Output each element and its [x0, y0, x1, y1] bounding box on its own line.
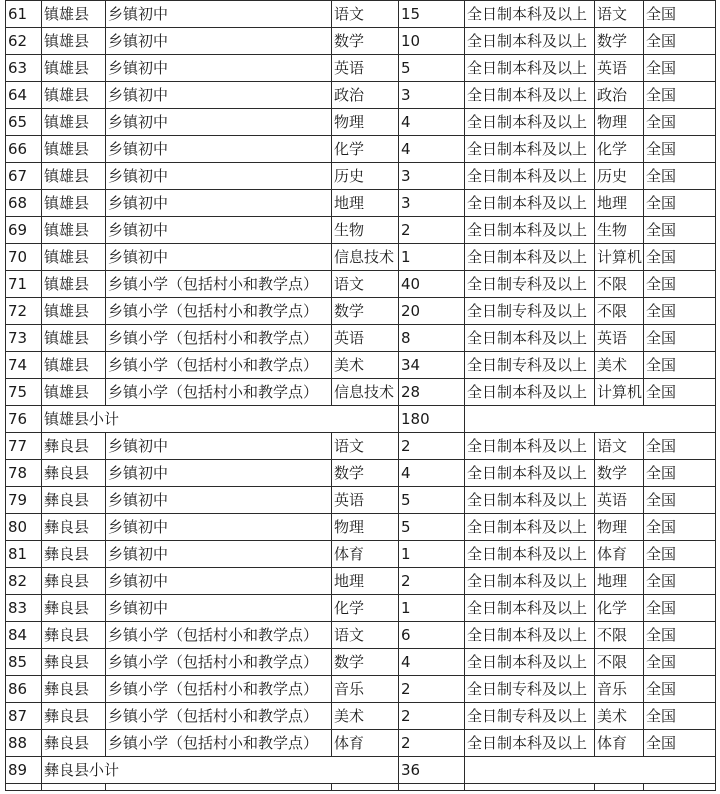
- subtotal-count-cell: 36: [399, 757, 465, 784]
- school-type-cell: 乡镇初中: [106, 460, 332, 487]
- table-row: [6, 271, 716, 298]
- county-cell: 彝良县: [42, 703, 106, 730]
- subject-cell: 政治: [332, 82, 399, 109]
- education-cell: 全日制本科及以上: [465, 190, 595, 217]
- education-cell: 全日制本科及以上: [465, 460, 595, 487]
- count-cell: 28: [399, 379, 465, 406]
- county-cell: 镇雄县: [42, 244, 106, 271]
- row-number-cell: 87: [6, 703, 42, 730]
- subject-cell: 化学: [332, 136, 399, 163]
- row-number-cell: 83: [6, 595, 42, 622]
- row-number-cell: 73: [6, 325, 42, 352]
- scope-cell: 全国: [644, 568, 716, 595]
- education-cell: 全日制本科及以上: [465, 487, 595, 514]
- subject-cell: 生物: [332, 217, 399, 244]
- table-row: [6, 325, 716, 352]
- education-cell: 全日制本科及以上: [465, 82, 595, 109]
- county-cell: 镇雄县: [42, 163, 106, 190]
- table-row: [6, 298, 716, 325]
- major-cell: 音乐: [595, 676, 644, 703]
- count-cell: 5: [399, 55, 465, 82]
- county-cell: 彝良县: [42, 595, 106, 622]
- subject-cell: 音乐: [332, 676, 399, 703]
- major-cell: 物理: [595, 109, 644, 136]
- row-number-cell: 79: [6, 487, 42, 514]
- education-cell: 全日制本科及以上: [465, 109, 595, 136]
- county-cell: 镇雄县: [42, 190, 106, 217]
- row-number-cell: 86: [6, 676, 42, 703]
- county-cell: 彝良县: [42, 514, 106, 541]
- count-cell: 15: [399, 1, 465, 28]
- scope-cell: 全国: [644, 28, 716, 55]
- row-number-cell: 80: [6, 514, 42, 541]
- county-cell: 镇雄县: [42, 298, 106, 325]
- major-cell: 英语: [595, 487, 644, 514]
- county-cell: 彝良县: [42, 676, 106, 703]
- count-cell: 4: [399, 136, 465, 163]
- scope-cell: 全国: [644, 460, 716, 487]
- county-cell: 镇雄县: [42, 28, 106, 55]
- scope-cell: 全国: [644, 487, 716, 514]
- county-cell: 镇雄县: [42, 271, 106, 298]
- row-number-cell: 88: [6, 730, 42, 757]
- table-cell: [465, 784, 595, 791]
- education-cell: 全日制本科及以上: [465, 325, 595, 352]
- table-row: [6, 244, 716, 271]
- major-cell: 数学: [595, 460, 644, 487]
- major-cell: 不限: [595, 622, 644, 649]
- row-number-cell: 71: [6, 271, 42, 298]
- count-cell: 10: [399, 28, 465, 55]
- major-cell: 英语: [595, 325, 644, 352]
- county-cell: 镇雄县: [42, 109, 106, 136]
- school-type-cell: 乡镇初中: [106, 487, 332, 514]
- education-cell: 全日制专科及以上: [465, 676, 595, 703]
- education-cell: 全日制本科及以上: [465, 541, 595, 568]
- subtotal-label-cell: 镇雄县小计: [42, 406, 399, 433]
- empty-cell: [465, 406, 716, 433]
- school-type-cell: 乡镇初中: [106, 109, 332, 136]
- count-cell: 5: [399, 487, 465, 514]
- count-cell: 8: [399, 325, 465, 352]
- major-cell: 美术: [595, 703, 644, 730]
- table-row: [6, 163, 716, 190]
- school-type-cell: 乡镇初中: [106, 82, 332, 109]
- county-cell: 镇雄县: [42, 325, 106, 352]
- scope-cell: 全国: [644, 244, 716, 271]
- major-cell: 历史: [595, 163, 644, 190]
- school-type-cell: 乡镇初中: [106, 514, 332, 541]
- row-number-cell: 62: [6, 28, 42, 55]
- table-row: [6, 217, 716, 244]
- major-cell: 化学: [595, 136, 644, 163]
- row-number-cell: 84: [6, 622, 42, 649]
- count-cell: 4: [399, 109, 465, 136]
- table-row: [6, 82, 716, 109]
- education-cell: 全日制本科及以上: [465, 730, 595, 757]
- row-number-cell: 63: [6, 55, 42, 82]
- row-number-cell: 69: [6, 217, 42, 244]
- education-cell: 全日制本科及以上: [465, 55, 595, 82]
- table-row: [6, 55, 716, 82]
- table-cell: [644, 784, 716, 791]
- major-cell: 不限: [595, 649, 644, 676]
- county-cell: 镇雄县: [42, 82, 106, 109]
- county-cell: 彝良县: [42, 730, 106, 757]
- school-type-cell: 乡镇初中: [106, 568, 332, 595]
- row-number-cell: 74: [6, 352, 42, 379]
- school-type-cell: 乡镇小学（包括村小和教学点）: [106, 622, 332, 649]
- major-cell: 地理: [595, 190, 644, 217]
- subject-cell: 语文: [332, 271, 399, 298]
- school-type-cell: 乡镇初中: [106, 433, 332, 460]
- scope-cell: 全国: [644, 109, 716, 136]
- county-cell: 镇雄县: [42, 217, 106, 244]
- count-cell: 3: [399, 190, 465, 217]
- education-cell: 全日制本科及以上: [465, 136, 595, 163]
- subject-cell: 数学: [332, 460, 399, 487]
- table-row: [6, 703, 716, 730]
- empty-cell: [465, 757, 716, 784]
- table-cell: [399, 784, 465, 791]
- education-cell: 全日制本科及以上: [465, 1, 595, 28]
- major-cell: 化学: [595, 595, 644, 622]
- row-number-cell: 66: [6, 136, 42, 163]
- major-cell: 计算机: [595, 379, 644, 406]
- table-row: [6, 460, 716, 487]
- school-type-cell: 乡镇小学（包括村小和教学点）: [106, 352, 332, 379]
- subject-cell: 信息技术: [332, 244, 399, 271]
- school-type-cell: 乡镇初中: [106, 217, 332, 244]
- major-cell: 地理: [595, 568, 644, 595]
- subject-cell: 信息技术: [332, 379, 399, 406]
- table-row: [6, 109, 716, 136]
- count-cell: 2: [399, 568, 465, 595]
- subject-cell: 体育: [332, 730, 399, 757]
- county-cell: 镇雄县: [42, 55, 106, 82]
- count-cell: 3: [399, 163, 465, 190]
- subject-cell: 体育: [332, 541, 399, 568]
- education-cell: 全日制专科及以上: [465, 352, 595, 379]
- school-type-cell: 乡镇初中: [106, 190, 332, 217]
- row-number-cell: 68: [6, 190, 42, 217]
- education-cell: 全日制本科及以上: [465, 163, 595, 190]
- table-row: [6, 568, 716, 595]
- count-cell: 4: [399, 649, 465, 676]
- major-cell: 美术: [595, 352, 644, 379]
- major-cell: 体育: [595, 730, 644, 757]
- count-cell: 2: [399, 703, 465, 730]
- count-cell: 2: [399, 433, 465, 460]
- table-row-cut-bottom: [6, 784, 716, 791]
- major-cell: 体育: [595, 541, 644, 568]
- table-row: [6, 514, 716, 541]
- scope-cell: 全国: [644, 298, 716, 325]
- recruitment-table: [5, 0, 716, 791]
- school-type-cell: 乡镇小学（包括村小和教学点）: [106, 271, 332, 298]
- subject-cell: 英语: [332, 487, 399, 514]
- scope-cell: 全国: [644, 433, 716, 460]
- table-cell: [42, 784, 106, 791]
- major-cell: 政治: [595, 82, 644, 109]
- major-cell: 计算机: [595, 244, 644, 271]
- county-cell: 彝良县: [42, 568, 106, 595]
- table-row: [6, 433, 716, 460]
- table-row: [6, 352, 716, 379]
- education-cell: 全日制专科及以上: [465, 298, 595, 325]
- education-cell: 全日制本科及以上: [465, 379, 595, 406]
- row-number-cell: 81: [6, 541, 42, 568]
- table-row: [6, 136, 716, 163]
- county-cell: 彝良县: [42, 541, 106, 568]
- school-type-cell: 乡镇小学（包括村小和教学点）: [106, 730, 332, 757]
- scope-cell: 全国: [644, 514, 716, 541]
- education-cell: 全日制本科及以上: [465, 649, 595, 676]
- education-cell: 全日制本科及以上: [465, 244, 595, 271]
- county-cell: 彝良县: [42, 487, 106, 514]
- county-cell: 彝良县: [42, 460, 106, 487]
- county-cell: 镇雄县: [42, 352, 106, 379]
- scope-cell: 全国: [644, 703, 716, 730]
- count-cell: 3: [399, 82, 465, 109]
- subject-cell: 数学: [332, 28, 399, 55]
- school-type-cell: 乡镇初中: [106, 163, 332, 190]
- school-type-cell: 乡镇小学（包括村小和教学点）: [106, 298, 332, 325]
- scope-cell: 全国: [644, 730, 716, 757]
- scope-cell: 全国: [644, 622, 716, 649]
- count-cell: 34: [399, 352, 465, 379]
- scope-cell: 全国: [644, 1, 716, 28]
- school-type-cell: 乡镇初中: [106, 595, 332, 622]
- education-cell: 全日制本科及以上: [465, 514, 595, 541]
- school-type-cell: 乡镇初中: [106, 55, 332, 82]
- school-type-cell: 乡镇小学（包括村小和教学点）: [106, 649, 332, 676]
- major-cell: 语文: [595, 433, 644, 460]
- subject-cell: 地理: [332, 190, 399, 217]
- scope-cell: 全国: [644, 676, 716, 703]
- count-cell: 20: [399, 298, 465, 325]
- major-cell: 语文: [595, 1, 644, 28]
- table-row: [6, 595, 716, 622]
- scope-cell: 全国: [644, 55, 716, 82]
- table-cell: [6, 784, 42, 791]
- county-cell: 镇雄县: [42, 136, 106, 163]
- scope-cell: 全国: [644, 217, 716, 244]
- count-cell: 6: [399, 622, 465, 649]
- count-cell: 1: [399, 595, 465, 622]
- school-type-cell: 乡镇小学（包括村小和教学点）: [106, 676, 332, 703]
- scope-cell: 全国: [644, 352, 716, 379]
- school-type-cell: 乡镇小学（包括村小和教学点）: [106, 379, 332, 406]
- table-row: [6, 190, 716, 217]
- education-cell: 全日制本科及以上: [465, 28, 595, 55]
- subtotal-count-cell: 180: [399, 406, 465, 433]
- row-number-cell: 65: [6, 109, 42, 136]
- row-number-cell: 75: [6, 379, 42, 406]
- education-cell: 全日制本科及以上: [465, 217, 595, 244]
- count-cell: 2: [399, 217, 465, 244]
- row-number-cell: 77: [6, 433, 42, 460]
- major-cell: 物理: [595, 514, 644, 541]
- count-cell: 5: [399, 514, 465, 541]
- row-number-cell: 61: [6, 1, 42, 28]
- scope-cell: 全国: [644, 82, 716, 109]
- subject-cell: 地理: [332, 568, 399, 595]
- row-number-cell: 70: [6, 244, 42, 271]
- table-cell: [595, 784, 644, 791]
- education-cell: 全日制本科及以上: [465, 568, 595, 595]
- scope-cell: 全国: [644, 190, 716, 217]
- county-cell: 镇雄县: [42, 1, 106, 28]
- subject-cell: 语文: [332, 433, 399, 460]
- major-cell: 英语: [595, 55, 644, 82]
- table-row: [6, 379, 716, 406]
- subject-cell: 物理: [332, 109, 399, 136]
- subtotal-row: [6, 757, 716, 784]
- table-row: [6, 730, 716, 757]
- table-row: [6, 622, 716, 649]
- row-number-cell: 85: [6, 649, 42, 676]
- subject-cell: 语文: [332, 1, 399, 28]
- education-cell: 全日制专科及以上: [465, 271, 595, 298]
- scope-cell: 全国: [644, 595, 716, 622]
- county-cell: 镇雄县: [42, 379, 106, 406]
- scope-cell: 全国: [644, 163, 716, 190]
- row-number-cell: 82: [6, 568, 42, 595]
- education-cell: 全日制专科及以上: [465, 703, 595, 730]
- count-cell: 40: [399, 271, 465, 298]
- subject-cell: 历史: [332, 163, 399, 190]
- scope-cell: 全国: [644, 649, 716, 676]
- row-number-cell: 78: [6, 460, 42, 487]
- subject-cell: 美术: [332, 703, 399, 730]
- school-type-cell: 乡镇小学（包括村小和教学点）: [106, 703, 332, 730]
- count-cell: 4: [399, 460, 465, 487]
- subtotal-row: [6, 406, 716, 433]
- county-cell: 彝良县: [42, 649, 106, 676]
- count-cell: 2: [399, 676, 465, 703]
- subject-cell: 物理: [332, 514, 399, 541]
- table-row: [6, 487, 716, 514]
- school-type-cell: 乡镇初中: [106, 541, 332, 568]
- table-row: [6, 1, 716, 28]
- school-type-cell: 乡镇初中: [106, 136, 332, 163]
- scope-cell: 全国: [644, 271, 716, 298]
- table-row: [6, 541, 716, 568]
- education-cell: 全日制本科及以上: [465, 433, 595, 460]
- subject-cell: 数学: [332, 649, 399, 676]
- subject-cell: 美术: [332, 352, 399, 379]
- table-row: [6, 676, 716, 703]
- table-cell: [332, 784, 399, 791]
- major-cell: 生物: [595, 217, 644, 244]
- subtotal-label-cell: 彝良县小计: [42, 757, 399, 784]
- school-type-cell: 乡镇小学（包括村小和教学点）: [106, 325, 332, 352]
- count-cell: 1: [399, 541, 465, 568]
- table-body: [6, 0, 716, 791]
- row-number-cell: 64: [6, 82, 42, 109]
- school-type-cell: 乡镇初中: [106, 28, 332, 55]
- table-row: [6, 649, 716, 676]
- education-cell: 全日制本科及以上: [465, 595, 595, 622]
- table-cell: [106, 784, 332, 791]
- subject-cell: 数学: [332, 298, 399, 325]
- major-cell: 数学: [595, 28, 644, 55]
- county-cell: 彝良县: [42, 622, 106, 649]
- scope-cell: 全国: [644, 136, 716, 163]
- row-number-cell: 76: [6, 406, 42, 433]
- table-row: [6, 28, 716, 55]
- count-cell: 2: [399, 730, 465, 757]
- major-cell: 不限: [595, 298, 644, 325]
- row-number-cell: 89: [6, 757, 42, 784]
- scope-cell: 全国: [644, 541, 716, 568]
- subject-cell: 化学: [332, 595, 399, 622]
- subject-cell: 英语: [332, 55, 399, 82]
- major-cell: 不限: [595, 271, 644, 298]
- subject-cell: 英语: [332, 325, 399, 352]
- scope-cell: 全国: [644, 325, 716, 352]
- row-number-cell: 72: [6, 298, 42, 325]
- scope-cell: 全国: [644, 379, 716, 406]
- school-type-cell: 乡镇初中: [106, 1, 332, 28]
- county-cell: 彝良县: [42, 433, 106, 460]
- education-cell: 全日制本科及以上: [465, 622, 595, 649]
- subject-cell: 语文: [332, 622, 399, 649]
- school-type-cell: 乡镇初中: [106, 244, 332, 271]
- count-cell: 1: [399, 244, 465, 271]
- recruitment-table-container: [5, 0, 715, 791]
- row-number-cell: 67: [6, 163, 42, 190]
